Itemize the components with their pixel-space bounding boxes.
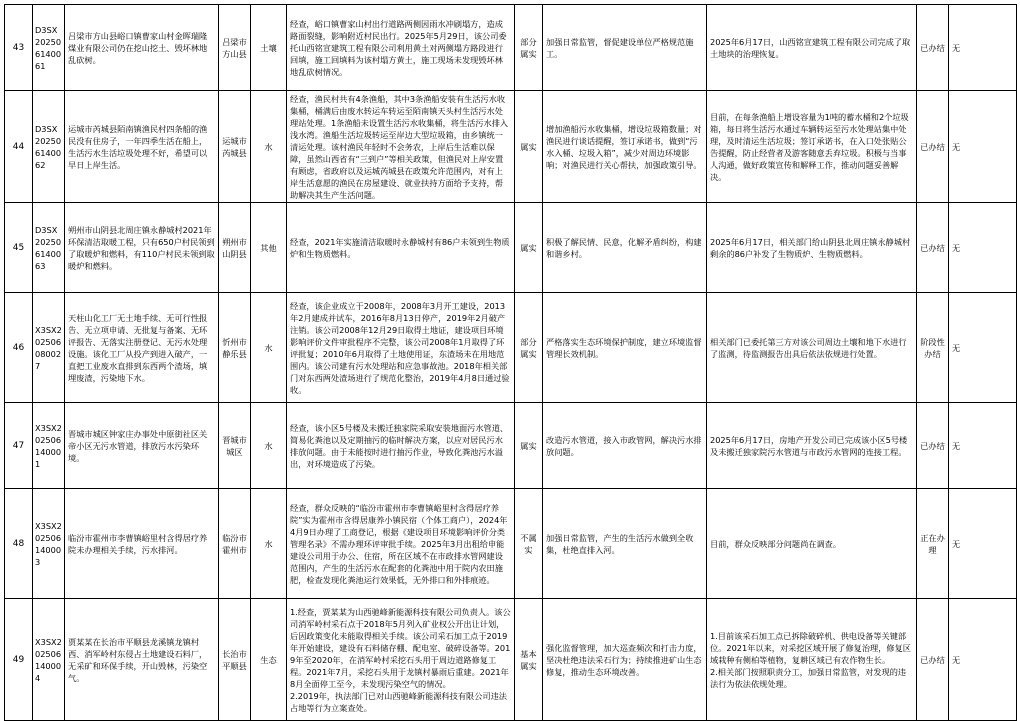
row-number: 43 (5, 5, 33, 91)
administrative-area: 运城市芮城县 (219, 91, 251, 203)
row-number: 48 (5, 489, 33, 599)
investigation-finding: 经查，群众反映的“临汾市霍州市李曹镇峪里村含得居疗养院”实为霍州市含得居康养小镇民宿（个体工商户），2024年4月9日办理了工商登记，根据《建设项目环境影响评价分类管理名录》不需办理环评审批手续。2025年3月出租给申能建设公司用于办公、住宿，所在区域不在市政排水管网建设范围内，产生的生活污水在配套的化粪池中用于院内农田施肥，检查发现化粪池运行效果低，无外排口和外排痕迹。 (287, 489, 515, 599)
investigation-finding: 1.经查，贾某某为山西驰峰新能源科技有限公司负责人。该公司消军岭村采石点于2018年5月列入矿业权公开出让计划，后因政策变化未能取得相关手续。该公司采石加工点于2019年开始建设，建设有石料储存棚、配电室、破碎设备等。2019年至2020年，在消军岭村采挖石头用于周边道路修复工程。2021年7月，采挖石头用于龙镇村暴雨后重建。2021年8月全面停工至今，未发现污染空气的情况。 2.2019年，执法部门已对山西驰峰新能源科技有限公司违法占地等行为立案查处。 (287, 599, 515, 721)
pollution-type: 水 (251, 403, 287, 489)
case-code: X3SX202506080027 (33, 293, 65, 403)
investigation-finding: 经查，该小区5号楼及未搬迁独家院采取安装地面污水管道、简易化粪池以及定期抽污的临时解决方案，以应对居民污水排放问题。由于未能按时进行抽污作业，导致化粪池污水溢出，对环境造成了污染。 (287, 403, 515, 489)
table-row (5, 599, 1017, 721)
complaint-content: 临汾市霍州市李曹镇峪里村含得居疗养院未办理相关手续，污水排河。 (65, 489, 219, 599)
rectification-measures: 积极了解民情、民意，化解矛盾纠纷，构建和谐乡村。 (543, 203, 707, 293)
table-row (5, 489, 1017, 599)
complaint-content: 运城市芮城县陌南镇渔民村四条船的渔民没有住房子，一年四季生活在船上，生活污水生活垃圾处理不好，希望可以早日上岸生活。 (65, 91, 219, 203)
rectification-measures: 改造污水管道，接入市政管网，解决污水排放问题。 (543, 403, 707, 489)
pollution-type: 生态 (251, 599, 287, 721)
verification-result: 属实 (515, 91, 543, 203)
rectification-measures: 加强日常监管，督促建设单位严格规范施工。 (543, 5, 707, 91)
table-row (5, 203, 1017, 293)
verification-result: 部分属实 (515, 5, 543, 91)
administrative-area: 忻州市静乐县 (219, 293, 251, 403)
complaint-table (4, 4, 1017, 721)
table-row (5, 403, 1017, 489)
accountability-cell: 无 (949, 5, 1017, 91)
table-row (5, 91, 1017, 203)
rectification-measures: 加强日常监管，产生的生活污水做到全收集，杜绝直排入河。 (543, 489, 707, 599)
handling-result: 相关部门已委托第三方对该公司周边土壤和地下水进行了监测，待监测报告出具后依法依规进行处置。 (707, 293, 917, 403)
row-number: 45 (5, 203, 33, 293)
status-cell: 阶段性办结 (917, 293, 949, 403)
status-cell: 已办结 (917, 403, 949, 489)
rectification-measures: 严格落实生态环境保护制度，建立环境监督管理长效机制。 (543, 293, 707, 403)
complaint-content: 贾某某在长治市平顺县龙溪镇龙镇村西、消军岭村东侵占土地建设石料厂，无采矿和环保手续，开山毁林，污染空气。 (65, 599, 219, 721)
accountability-cell: 无 (949, 403, 1017, 489)
handling-result: 2025年6月17日，房地产开发公司已完成该小区5号楼及未搬迁独家院污水管道与市政污水管网的连接工程。 (707, 403, 917, 489)
accountability-cell: 无 (949, 91, 1017, 203)
handling-result: 目前，群众反映部分问题尚在调查。 (707, 489, 917, 599)
handling-result: 2025年6月17日，相关部门给山阴县北周庄镇永静城村剩余的86户补发了生物质炉、生物质燃料。 (707, 203, 917, 293)
pollution-type: 其他 (251, 203, 287, 293)
row-number: 44 (5, 91, 33, 203)
administrative-area: 晋城市城区 (219, 403, 251, 489)
complaint-content: 朔州市山阴县北周庄镇永静城村2021年环保清洁取暖工程，只有650户村民领到了取暖炉和燃料，有110户村民未领到取暖炉和燃料。 (65, 203, 219, 293)
complaint-content: 吕梁市方山县峪口镇曹家山村金晖瑞隆煤业有限公司仍在挖山挖土、毁坏林地乱砍树。 (65, 5, 219, 91)
case-code: D3SX202506140062 (33, 91, 65, 203)
accountability-cell: 无 (949, 203, 1017, 293)
complaint-content: 晋城市城区钟家庄办事处中原街社区关帝小区无污水管道，排放污水污染环境。 (65, 403, 219, 489)
pollution-type: 水 (251, 293, 287, 403)
handling-result: 目前，在每条渔船上增设容量为1吨的蓄水桶和2个垃圾箱，每日将生活污水通过车辆转运至污水处理站集中处理，及时清运生活垃圾；签订承诺书，在入口处张贴公告提醒，防止经营者及游客随意丢弃垃圾。积极与当事人沟通，做好政策宣传和解释工作，推动问题妥善解决。 (707, 91, 917, 203)
case-code: X3SX202506140004 (33, 599, 65, 721)
verification-result: 部分属实 (515, 293, 543, 403)
accountability-cell: 无 (949, 293, 1017, 403)
case-code: X3SX202506140003 (33, 489, 65, 599)
pollution-type: 水 (251, 91, 287, 203)
complaint-content: 天柱山化工厂无土地手续、无可行性报告、无立项申请、无批复与备案、无环评报告、无落实注册登记、无污水处理设施。该化工厂从投产到进入破产，一直把工业废水直排到东西两个渣场，填埋废渣，污染地下水。 (65, 293, 219, 403)
administrative-area: 临汾市霍州市 (219, 489, 251, 599)
investigation-finding: 经查，2021年实施清洁取暖时永静城村有86户未领到生物质炉和生物质燃料。 (287, 203, 515, 293)
status-cell: 已办结 (917, 599, 949, 721)
verification-result: 属实 (515, 403, 543, 489)
status-cell: 正在办理 (917, 489, 949, 599)
verification-result: 基本属实 (515, 599, 543, 721)
table-row (5, 293, 1017, 403)
status-cell: 已办结 (917, 5, 949, 91)
verification-result: 属实 (515, 203, 543, 293)
status-cell: 已办结 (917, 91, 949, 203)
case-code: D3SX202506140061 (33, 5, 65, 91)
row-number: 49 (5, 599, 33, 721)
case-code: D3SX202506140063 (33, 203, 65, 293)
rectification-measures: 强化监督管理，加大巡查频次和打击力度，坚决杜绝违法采石行为；持续推进矿山生态修复，推动生态环境改善。 (543, 599, 707, 721)
investigation-finding: 经查，该企业成立于2008年，2008年3月开工建设，2013年2月建成并试车，2016年8月13日停产，2019年2月破产注销。该公司2008年12月29日取得土地证，建设项目环境影响评价文件审批程序不完整，该公司2008年1月取得了环评批复；2010年6月取得了土地使用证，东渣场未在用地范围内。该公司建有污水处理站和应急事故池。2018年相关部门对东西两处渣场进行了规范化整治，2019年4月8日通过验收。 (287, 293, 515, 403)
table-row (5, 5, 1017, 91)
administrative-area: 吕梁市方山县 (219, 5, 251, 91)
row-number: 46 (5, 293, 33, 403)
handling-result: 1.目前该采石加工点已拆除破碎机、供电设备等关键部位。2021年以来，对采挖区域开展了修复治理，修复区域栽种有侧柏等植物，复耕区域已有农作物生长。 2.相关部门按照职责分工，加强日常监管，对发现的违法行为依法依规处理。 (707, 599, 917, 721)
rectification-measures: 增加渔船污水收集桶，增设垃圾箱数量；对渔民进行谈话提醒，签订承诺书，做到“污水入桶、垃圾入箱”，减少对周边环境影响；对渔民进行关心帮扶，加强政策引导。 (543, 91, 707, 203)
pollution-type: 土壤 (251, 5, 287, 91)
administrative-area: 长治市平顺县 (219, 599, 251, 721)
accountability-cell: 无 (949, 599, 1017, 721)
row-number: 47 (5, 403, 33, 489)
investigation-finding: 经查，峪口镇曹家山村出行道路两侧因雨水冲刷塌方，造成路面裂缝，影响附近村民出行。2025年5月29日，该公司委托山西铭宣建筑工程有限公司利用黄土对两侧塌方路段进行回填，施工回填料为该村塌方黄土，施工现场未发现毁坏林地乱砍树情况。 (287, 5, 515, 91)
status-cell: 已办结 (917, 203, 949, 293)
pollution-type: 水 (251, 489, 287, 599)
administrative-area: 朔州市山阴县 (219, 203, 251, 293)
verification-result: 不属实 (515, 489, 543, 599)
case-code: X3SX202506140001 (33, 403, 65, 489)
handling-result: 2025年6月17日，山西铭宣建筑工程有限公司完成了取土地块的治理恢复。 (707, 5, 917, 91)
investigation-finding: 经查，渔民村共有4条渔船，其中3条渔船安装有生活污水收集桶，桶满后由废水转运车转运至陌南镇天头村生活污水处理站处理。1条渔船未设置生活污水收集桶，将生活污水排入浅水湾。渔船生活垃圾转运至岸边大型垃圾箱，由乡镇统一清运处理。该村渔民年轻时不会务农，上岸后生活难以保障，虽然山西省有“三到户”等相关政策，但渔民对上岸安置有顾虑，省政府以及运城芮城县在政策允许范围内，对有上岸生活意愿的渔民在房屋建设、就业扶持方面给予支持，帮助解决其生产生活问题。 (287, 91, 515, 203)
accountability-cell: 无 (949, 489, 1017, 599)
table-body (5, 5, 1017, 721)
